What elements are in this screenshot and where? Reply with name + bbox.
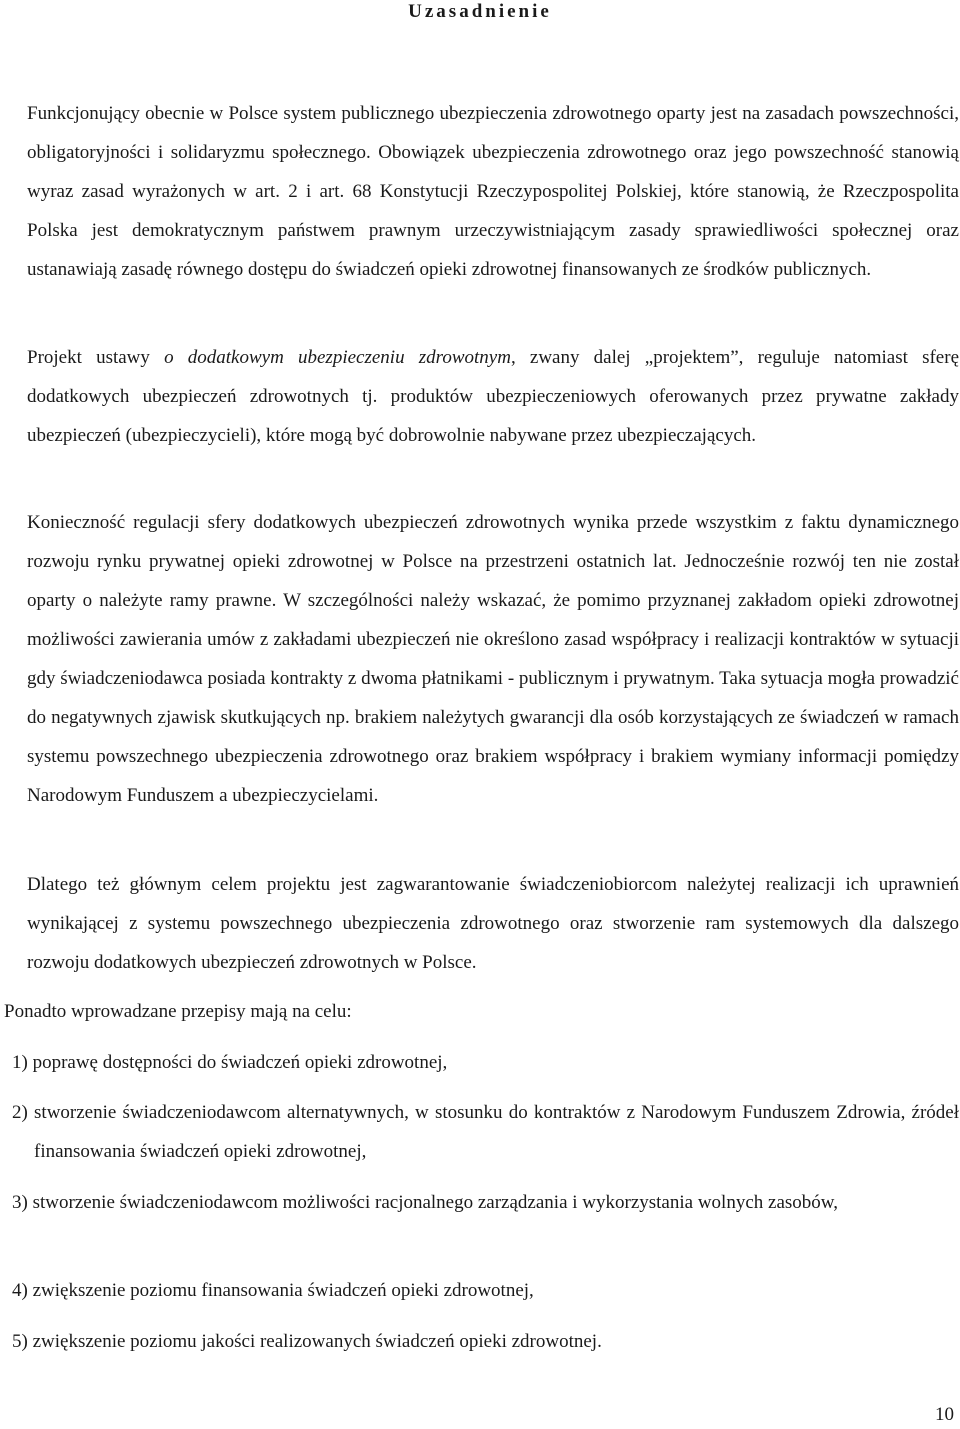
- paragraph-constitution: Funkcjonujący obecnie w Polsce system publicznego ubezpieczenia zdrowotnego oparty jest na zasadach powszechności, obligatoryjności i solidaryzmu społecznego. Obowiązek ubezpieczenia zdrowotnego oraz jego powszechność stanowią wyraz zasad wyrażonych w art. 2 i art. 68 Konstytucji Rzeczypospolitej Polskiej, które stanowią, że Rzeczpospolita Polska jest demokratycznym państwem prawnym urzeczywistniającym zasady sprawiedliwości społecznej oraz ustanawiają zasadę równego dostępu do świadczeń opieki zdrowotnej finansowanych ze środków publicznych.: [27, 103, 959, 280]
- list-item-number: 1): [12, 1052, 28, 1073]
- paragraph-project-scope: [27, 338, 959, 455]
- list-item: [12, 1271, 959, 1310]
- list-item-text: stworzenie świadczeniodawcom alternatywnych, w stosunku do kontraktów z Narodowym Funduszem Zdrowia, źródeł finansowania świadczeń opieki zdrowotnej,: [34, 1102, 960, 1162]
- goals-list-5: [12, 1322, 959, 1361]
- list-item-number: 4): [12, 1280, 28, 1301]
- list-item-text: stworzenie świadczeniodawcom możliwości racjonalnego zarządzania i wykorzystania wolnych zasobów,: [32, 1192, 839, 1213]
- list-item-number: 5): [12, 1331, 28, 1352]
- paragraph-main-goal: Dlatego też głównym celem projektu jest zagwarantowanie świadczeniobiorcom należytej realizacji ich uprawnień wynikającej z systemu powszechnego ubezpieczenia zdrowotnego oraz stworzenie ram systemowych dla dalszego rozwoju dodatkowych ubezpieczeń zdrowotnych w Polsce.: [27, 874, 959, 973]
- goals-list-3: [12, 1183, 959, 1222]
- list-item: [12, 1322, 959, 1361]
- list-item-text: poprawę dostępności do świadczeń opieki zdrowotnej,: [32, 1052, 448, 1073]
- list-item-number: 2): [12, 1102, 28, 1123]
- act-title: o dodatkowym ubezpieczeniu zdrowotnym: [164, 347, 511, 368]
- paragraph-regulation-need: Konieczność regulacji sfery dodatkowych ubezpieczeń zdrowotnych wynika przede wszystkim z faktu dynamicznego rozwoju rynku prywatnej opieki zdrowotnej w Polsce na przestrzeni ostatnich lat. Jednocześnie rozwój ten nie został oparty o należyte ramy prawne. W szczególności należy wskazać, że pomimo przyznanej zakładom opieki zdrowotnej możliwości zawierania umów z zakładami ubezpieczeń nie określono zasad współpracy i realizacji kontraktów w sytuacji gdy świadczeniodawca posiada kontrakty z dwoma płatnikami - publicznym i prywatnym. Taka sytuacja mogła prowadzić do negatywnych zjawisk skutkujących np. brakiem należytych gwarancji dla osób korzystających ze świadczeń w ramach systemu powszechnego ubezpieczenia zdrowotnego oraz brakiem współpracy i brakiem wymiany informacji pomiędzy Narodowym Funduszem a ubezpieczycielami.: [27, 512, 959, 806]
- goals-list-4: [12, 1271, 959, 1310]
- paragraph-project-scope-rest: , zwany dalej „projektem”, reguluje natomiast sferę dodatkowych ubezpieczeń zdrowotnych tj. produktów ubezpieczeniowych oferowanych przez prywatne zakłady ubezpieczeń (ubezpieczycieli), które mogą być dobrowolnie nabywane przez ubezpieczających.: [27, 347, 960, 446]
- list-item-number: 3): [12, 1192, 28, 1213]
- list-item: [12, 1093, 959, 1171]
- list-item: [12, 1043, 959, 1082]
- paragraph-project-scope-lead: Projekt ustawy: [27, 347, 165, 368]
- page-number: 10: [935, 1404, 954, 1425]
- list-item-text: zwiększenie poziomu finansowania świadczeń opieki zdrowotnej,: [32, 1280, 534, 1301]
- list-item: [12, 1183, 959, 1222]
- list-intro: Ponadto wprowadzane przepisy mają na celu:: [4, 1001, 352, 1022]
- goals-list-2: [12, 1093, 959, 1171]
- document-title: Uzasadnienie: [408, 1, 552, 22]
- list-item-text: zwiększenie poziomu jakości realizowanych świadczeń opieki zdrowotnej.: [32, 1331, 602, 1352]
- goals-list: [12, 1043, 959, 1082]
